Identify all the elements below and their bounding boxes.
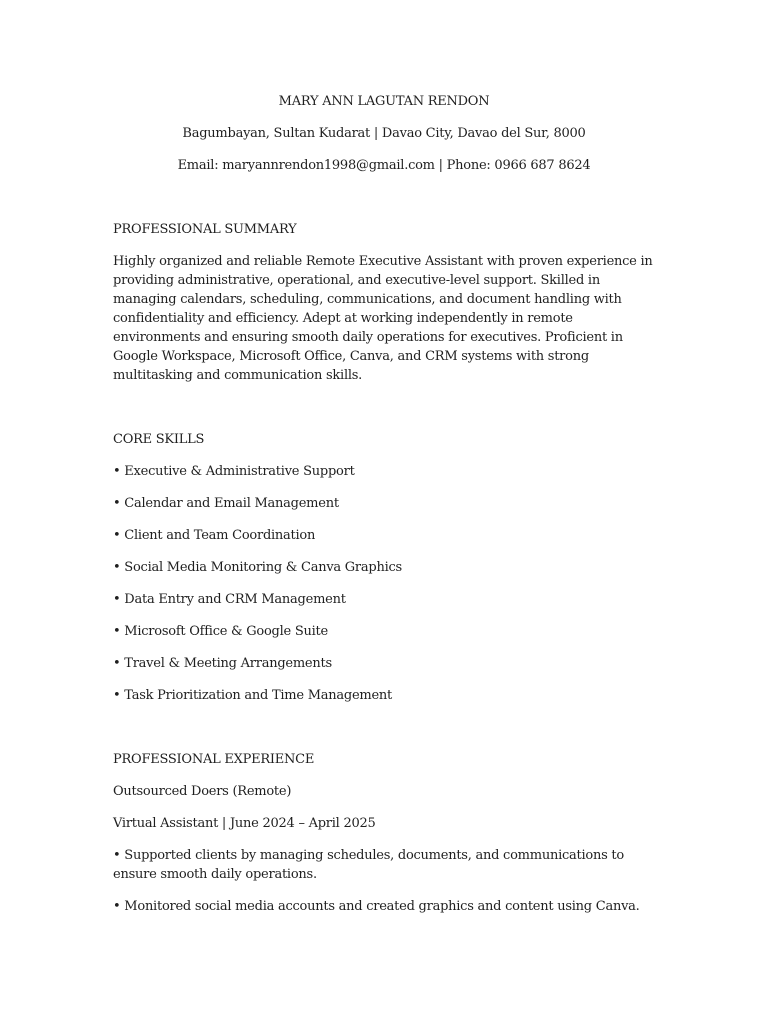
list-item: • Travel & Meeting Arrangements — [113, 656, 332, 671]
list-item: • Calendar and Email Management — [113, 496, 339, 511]
list-item: • Executive & Administrative Support — [113, 464, 355, 479]
experience-bullet: • Monitored social media accounts and created graphics and content using Canva. — [113, 899, 640, 914]
company-name: Outsourced Doers (Remote) — [113, 784, 292, 799]
skills-heading: CORE SKILLS — [113, 432, 205, 447]
candidate-name: MARY ANN LAGUTAN RENDON — [278, 94, 490, 109]
list-item: • Microsoft Office & Google Suite — [113, 624, 328, 639]
list-item: • Client and Team Coordination — [113, 528, 316, 543]
summary-text: Highly organized and reliable Remote Executive Assistant with proven experience in providing administrative, operational, and executive-level support. Skilled in managing calendars, scheduling, communications, and document handling with confidentiality and efficiency. Adept at working independently in remote environments and ensuring smooth daily operations for executives. Proficient in Google Workspace, Microsoft Office, Canva, and CRM systems with strong multitasking and communication skills. — [113, 254, 653, 383]
experience-heading: PROFESSIONAL EXPERIENCE — [113, 752, 315, 767]
contact-line: Email: maryannrendon1998@gmail.com | Phone: 0966 687 8624 — [177, 158, 591, 173]
list-item: • Task Prioritization and Time Management — [113, 688, 393, 703]
summary-heading: PROFESSIONAL SUMMARY — [113, 222, 297, 237]
job-title: Virtual Assistant | June 2024 – April 2025 — [113, 816, 376, 831]
skills-list — [113, 462, 655, 705]
experience-bullet: • Supported clients by managing schedules, documents, and communications to ensure smooth daily operations. — [113, 848, 624, 882]
address-line: Bagumbayan, Sultan Kudarat | Davao City, Davao del Sur, 8000 — [182, 126, 586, 141]
list-item: • Social Media Monitoring & Canva Graphics — [113, 560, 402, 575]
list-item: • Data Entry and CRM Management — [113, 592, 346, 607]
